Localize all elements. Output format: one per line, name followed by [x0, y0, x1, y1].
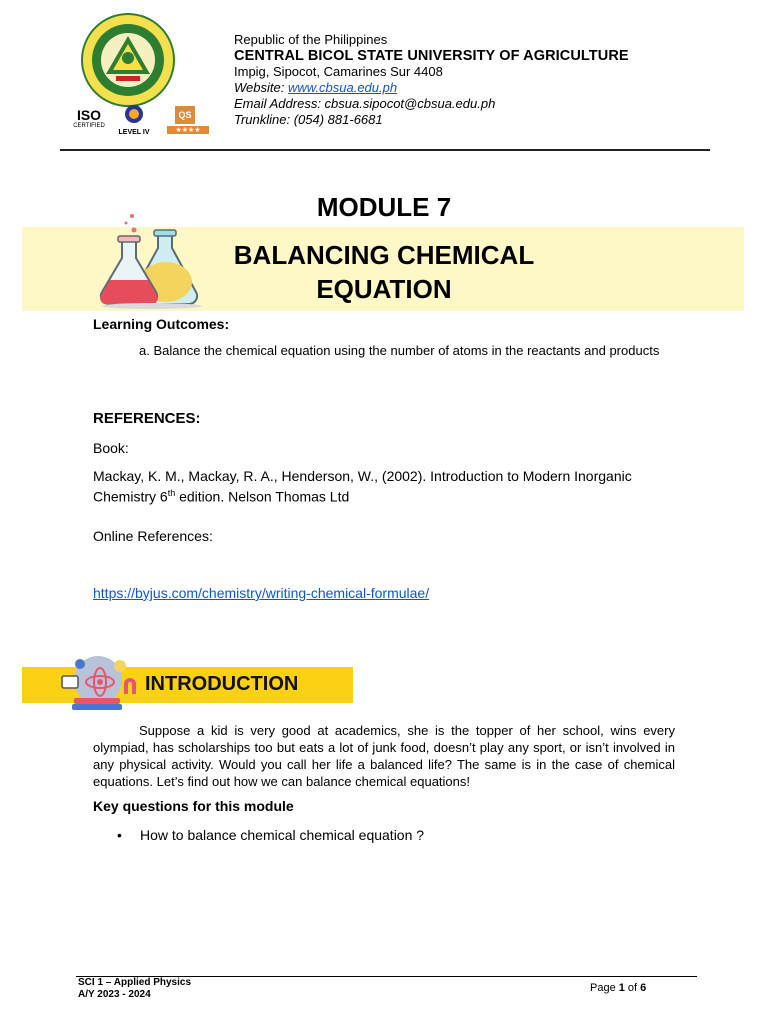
book-label: Book:: [93, 440, 129, 456]
trunkline-line: Trunkline: (054) 881-6681: [234, 112, 383, 127]
module-title: [196, 238, 572, 306]
citation-superscript: th: [167, 488, 176, 498]
page-of: of: [624, 982, 641, 994]
module-title-line-2: EQUATION: [316, 274, 452, 304]
accreditation-badges: [70, 104, 220, 144]
page-label: Page: [590, 982, 619, 994]
key-question-item: How to balance chemical chemical equation ?: [140, 827, 425, 843]
learning-outcomes-heading: Learning Outcomes:: [93, 316, 230, 332]
introduction-text: Suppose a kid is very good at academics, she is the topper of her school, wins every olympiad, has scholarships too but eats a lot of junk food, doesn’t play any sport, or isn’t involved in any physical activity. Would you call her life a balanced life? The same is in the case of chemical equations. Let’s find out how we can balance chemical equations!: [93, 723, 675, 789]
letterhead: [234, 32, 629, 128]
qs-stars: ★★★★: [167, 126, 209, 134]
bullet-marker: •: [117, 827, 122, 843]
key-questions-heading: Key questions for this module: [93, 798, 294, 814]
university-seal-logo: [80, 12, 176, 108]
introduction-heading: INTRODUCTION: [145, 673, 299, 695]
address-line: Impig, Sipocot, Camarines Sur 4408: [234, 64, 443, 79]
email-line: Email Address: cbsua.sipocot@cbsua.edu.ph: [234, 96, 496, 111]
website-label: Website:: [234, 80, 288, 95]
republic-line: Republic of the Philippines: [234, 32, 388, 47]
book-citation: [93, 468, 683, 506]
iso-certified-logo: [72, 108, 106, 130]
university-name: CENTRAL BICOL STATE UNIVERSITY OF AGRICULTURE: [234, 48, 629, 64]
page-number: [590, 982, 646, 994]
website-link[interactable]: www.cbsua.edu.ph: [287, 80, 398, 95]
iso-sublabel: CERTIFIED: [73, 123, 105, 129]
module-number: MODULE 7: [316, 192, 452, 222]
footer-course: SCI 1 – Applied Physics: [78, 977, 192, 988]
level-iv-logo: [114, 104, 154, 137]
footer-course-info: [78, 977, 191, 1001]
science-study-icon: [58, 654, 142, 716]
level-label: LEVEL IV: [118, 129, 150, 136]
header-divider: [60, 149, 710, 151]
page-total: 6: [640, 982, 647, 994]
introduction-paragraph: [93, 722, 675, 790]
medal-icon: [123, 104, 145, 124]
page-current: 1: [618, 982, 625, 994]
learning-outcome-a: a. Balance the chemical equation using the number of atoms in the reactants and products: [139, 343, 660, 358]
references-heading: REFERENCES:: [93, 410, 201, 427]
module-title-line-1: BALANCING CHEMICAL: [233, 240, 535, 270]
citation-main: Mackay, K. M., Mackay, R. A., Henderson, W., (2002). Introduction to Modern Inorganic Chemistry 6: [93, 468, 632, 505]
website-line: [234, 80, 629, 96]
citation-end: edition. Nelson Thomas Ltd: [175, 488, 350, 505]
online-references-label: Online References:: [93, 528, 213, 544]
chemistry-flasks-icon: [96, 210, 208, 310]
qs-label: QS: [175, 106, 195, 124]
online-reference-link[interactable]: https://byjus.com/chemistry/writing-chemical-formulae/: [93, 585, 430, 601]
iso-label: ISO: [76, 107, 102, 123]
footer-year: A/Y 2023 - 2024: [78, 989, 151, 1000]
qs-stars-logo: [167, 106, 209, 134]
